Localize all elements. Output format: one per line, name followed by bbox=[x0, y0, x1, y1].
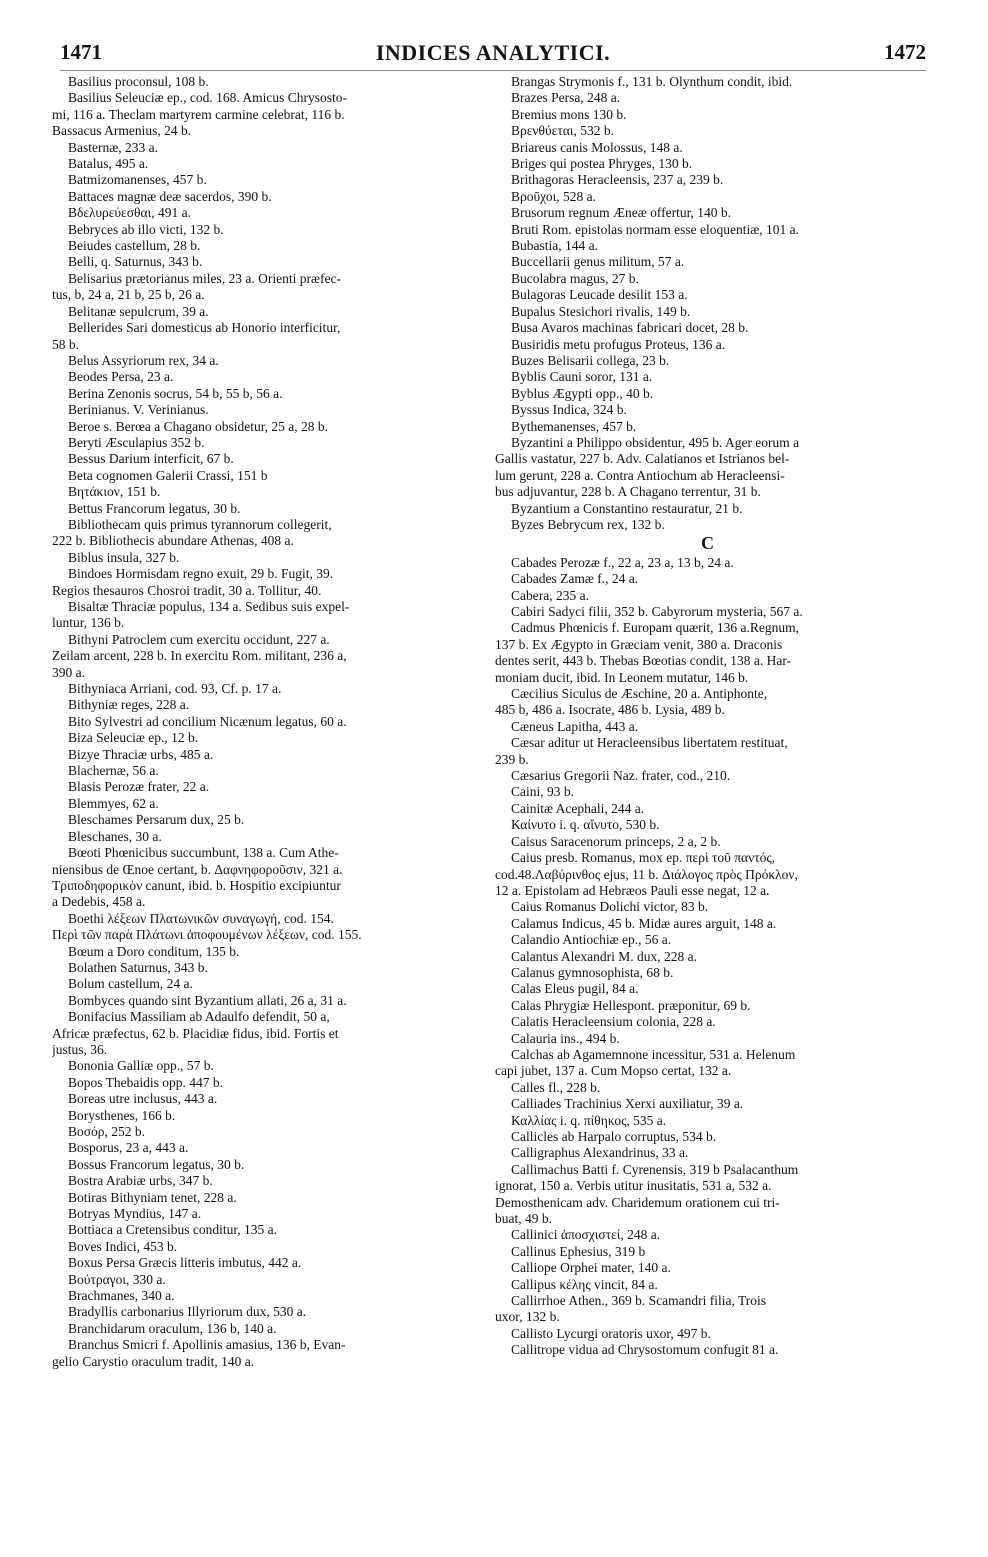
index-entry: Bonifacius Massiliam ab Adaulfo defendit, 50 a, bbox=[68, 1009, 330, 1025]
index-entry-continuation: 58 b. bbox=[52, 336, 79, 352]
index-entry-continuation: Τριποδηφορικὸν canunt, ibid. b. Hospitio excipiuntur bbox=[52, 877, 341, 893]
index-entry: Callipus κέλης vincit, 84 a. bbox=[511, 1276, 658, 1292]
index-entry: Belisarius prætorianus miles, 23 a. Orienti præfec- bbox=[68, 270, 341, 286]
index-entry: Brangas Strymonis f., 131 b. Olynthum condit, ibid. bbox=[511, 74, 793, 89]
index-entry: Basilius Seleuciæ ep., cod. 168. Amicus Chrysosto- bbox=[68, 90, 347, 106]
index-entry: Bremius mons 130 b. bbox=[511, 106, 627, 122]
index-entry-continuation: mi, 116 a. Theclam martyrem carmine celebrat, 116 b. bbox=[52, 106, 345, 122]
index-entry-continuation: luntur, 136 b. bbox=[52, 615, 125, 631]
index-entry: Beryti Æsculapius 352 b. bbox=[68, 434, 205, 450]
index-entry: Briareus canis Molossus, 148 a. bbox=[511, 139, 683, 155]
index-entry: Bisaltæ Thraciæ populus, 134 a. Sedibus suis expel- bbox=[68, 599, 350, 614]
index-entry: Calatis Heracleensium colonia, 228 a. bbox=[511, 1014, 716, 1030]
index-entry: Bolathen Saturnus, 343 b. bbox=[68, 959, 208, 975]
index-entry: Belus Assyriorum rex, 34 a. bbox=[68, 352, 219, 368]
index-entry-continuation: 390 a. bbox=[52, 664, 85, 680]
index-entry: Callinus Ephesius, 319 b bbox=[511, 1243, 646, 1259]
index-entry: Batmizomanenses, 457 b. bbox=[68, 172, 207, 188]
index-entry: Brazes Persa, 248 a. bbox=[511, 90, 621, 106]
index-entry: Bossus Francorum legatus, 30 b. bbox=[68, 1156, 245, 1172]
index-entry-continuation: buat, 49 b. bbox=[495, 1211, 552, 1227]
index-entry: Cabiri Sadyci filii, 352 b. Cabyrorum mysteria, 567 a. bbox=[511, 604, 803, 619]
index-entry: Callisto Lycurgi oratoris uxor, 497 b. bbox=[511, 1325, 711, 1341]
index-entry: Caisus Saracenorum princeps, 2 a, 2 b. bbox=[511, 833, 721, 849]
index-entry: Calliades Trachinius Xerxi auxiliatur, 39 a. bbox=[511, 1096, 744, 1112]
index-entry: Bottiaca a Cretensibus conditur, 135 a. bbox=[68, 1222, 278, 1238]
index-entry: Blemmyes, 62 a. bbox=[68, 795, 159, 811]
index-entry: Branchus Smicri f. Apollinis amasius, 136 b, Evan- bbox=[68, 1337, 346, 1353]
index-entry: Bruti Rom. epistolas normam esse eloquentiæ, 101 a. bbox=[511, 221, 799, 237]
index-entry: Brachmanes, 340 a. bbox=[68, 1288, 175, 1304]
index-entry: Cæneus Lapitha, 443 a. bbox=[511, 718, 639, 734]
index-entry: Calliope Orphei mater, 140 a. bbox=[511, 1260, 671, 1276]
index-entry-continuation: 239 b. bbox=[495, 751, 529, 767]
index-entry: Callimachus Batti f. Cyrenensis, 319 b Psalacanthum bbox=[511, 1161, 799, 1177]
index-entry: Byblus Ægypti opp., 40 b. bbox=[511, 385, 654, 401]
index-entry-continuation: 137 b. Ex Ægypto in Græciam venit, 380 a. Draconis bbox=[495, 636, 783, 652]
index-entry: Bradyllis carbonarius Illyriorum dux, 530 a. bbox=[68, 1304, 307, 1320]
index-entry-continuation: 485 b, 486 a. Isocrate, 486 b. Lysia, 489 b. bbox=[495, 702, 725, 718]
index-entry: Basilius proconsul, 108 b. bbox=[68, 74, 209, 89]
index-entry: Bolum castellum, 24 a. bbox=[68, 976, 193, 992]
index-entry: Calantus Alexandri M. dux, 228 a. bbox=[511, 948, 697, 964]
index-entry: Byzantini a Philippo obsidentur, 495 b. Ager eorum a bbox=[511, 434, 800, 450]
index-entry: Bosporus, 23 a, 443 a. bbox=[68, 1140, 189, 1156]
index-entry: Cainitæ Acephali, 244 a. bbox=[511, 800, 645, 816]
index-entry: Busiridis metu profugus Proteus, 136 a. bbox=[511, 336, 726, 352]
index-entry: Βδελυρεύεσθαι, 491 a. bbox=[68, 205, 191, 221]
index-entry: Beta cognomen Galerii Crassi, 151 b bbox=[68, 467, 268, 483]
index-entry: Cæcilius Siculus de Æschine, 20 a. Antiphonte, bbox=[511, 686, 768, 702]
index-entry-continuation: 222 b. Bibliothecis abundare Athenas, 408 a. bbox=[52, 533, 294, 549]
index-entry: Callitrope vidua ad Chrysostomum confugit 81 a. bbox=[511, 1342, 779, 1358]
index-entry: Briges qui postea Phryges, 130 b. bbox=[511, 156, 693, 172]
index-entry: Caini, 93 b. bbox=[511, 784, 574, 800]
index-entry: Bopos Thebaidis opp. 447 b. bbox=[68, 1074, 223, 1090]
index-entry: Biza Seleuciæ ep., 12 b. bbox=[68, 730, 199, 746]
index-entry: Byzantium a Constantino restauratur, 21 b. bbox=[511, 500, 743, 516]
index-entry: Batalus, 495 a. bbox=[68, 156, 149, 172]
index-entry: Beroe s. Berœa a Chagano obsidetur, 25 a, 28 b. bbox=[68, 418, 329, 434]
index-entry: Caius Romanus Dolichi victor, 83 b. bbox=[511, 899, 709, 915]
index-entry: Cabades Perozæ f., 22 a, 23 a, 13 b, 24 a. bbox=[511, 554, 734, 570]
index-entry: Bibliothecam quis primus tyrannorum collegerit, bbox=[68, 516, 332, 532]
index-entry: Boethi λέξεων Πλατωνικῶν συναγωγή, cod. 154. bbox=[68, 910, 334, 926]
index-entry: Βρενθύεται, 532 b. bbox=[511, 123, 614, 139]
index-entry: Callicles ab Harpalo corruptus, 534 b. bbox=[511, 1129, 717, 1144]
index-entry: Bleschames Persarum dux, 25 b. bbox=[68, 812, 245, 828]
index-entry: Busa Avaros machinas fabricari docet, 28 b. bbox=[511, 320, 749, 336]
index-entry: Berina Zenonis socrus, 54 b, 55 b, 56 a. bbox=[68, 385, 283, 401]
index-entry: Botryas Myndius, 147 a. bbox=[68, 1206, 202, 1222]
index-entry-continuation: justus, 36. bbox=[52, 1041, 108, 1057]
index-entry: Calligraphus Alexandrinus, 33 a. bbox=[511, 1145, 689, 1161]
index-entry: Calamus Indicus, 45 b. Midæ aures arguit, 148 a. bbox=[511, 915, 777, 931]
index-entry-continuation: capi jubet, 137 a. Cum Mopso certat, 132 a. bbox=[495, 1063, 732, 1079]
index-entry: Calles fl., 228 b. bbox=[511, 1079, 601, 1095]
index-entry: Belitanæ sepulcrum, 39 a. bbox=[68, 303, 209, 319]
index-entry: Βοσόρ, 252 b. bbox=[68, 1124, 146, 1139]
index-entry-continuation: Africæ præfectus, 62 b. Placidiæ fidus, ibid. Fortis et bbox=[52, 1025, 339, 1041]
section-letter: C bbox=[701, 533, 714, 554]
index-entry: Calas Eleus pugil, 84 a. bbox=[511, 981, 639, 997]
index-entry: Bulagoras Leucade desilit 153 a. bbox=[511, 287, 688, 303]
index-entry: Cæsarius Gregorii Naz. frater, cod., 210. bbox=[511, 768, 731, 784]
index-entry: Bettus Francorum legatus, 30 b. bbox=[68, 500, 241, 516]
index-entry: Cabera, 235 a. bbox=[511, 587, 589, 603]
page-title: INDICES ANALYTICI. bbox=[375, 40, 611, 65]
index-entry: Calchas ab Agamemnone incessitur, 531 a. Helenum bbox=[511, 1046, 796, 1062]
index-entry-continuation: cod.48.Λαβύρινθος ejus, 11 b. Διάλογος πρὸς Πρόκλον, bbox=[495, 866, 798, 882]
index-entry-continuation: bus adjuvantur, 228 b. A Chagano terrentur, 31 b. bbox=[495, 484, 761, 500]
page-number-left: 1471 bbox=[60, 40, 102, 64]
index-entry: Bombyces quando sint Byzantium allati, 26 a, 31 a. bbox=[68, 992, 347, 1008]
index-entry: Byzes Bebrycum rex, 132 b. bbox=[511, 516, 665, 532]
index-entry: Buzes Belisarii collega, 23 b. bbox=[511, 352, 670, 368]
index-entry-continuation: Περὶ τῶν παρὰ Πλάτωνι ἀποφουμένων λέξεων, cod. 155. bbox=[52, 927, 362, 943]
index-entry: Calandio Antiochiæ ep., 56 a. bbox=[511, 932, 672, 948]
index-entry-continuation: 12 a. Epistolam ad Hebræos Pauli esse negat, 12 a. bbox=[495, 882, 770, 898]
index-entry: Boreas utre inclusus, 443 a. bbox=[68, 1091, 218, 1107]
index-entry: Battaces magnæ deæ sacerdos, 390 b. bbox=[68, 188, 272, 204]
index-entry: Καίνυτο i. q. αἴνυτο, 530 b. bbox=[511, 817, 660, 833]
index-entry: Botiras Bithyniam tenet, 228 a. bbox=[68, 1189, 237, 1205]
index-entry: Βητάκιον, 151 b. bbox=[68, 484, 161, 500]
index-entry: Boxus Persa Græcis litteris imbutus, 442 a. bbox=[68, 1255, 302, 1271]
index-entry: Bebryces ab illo victi, 132 b. bbox=[68, 221, 224, 237]
index-entry: Boves Indici, 453 b. bbox=[68, 1238, 178, 1254]
page-number-right: 1472 bbox=[884, 40, 926, 64]
index-entry: Cadmus Phœnicis f. Europam quærit, 136 a.Regnum, bbox=[511, 620, 799, 636]
index-entry-continuation: Zeilam arcent, 228 b. In exercitu Rom. militant, 236 a, bbox=[52, 648, 347, 664]
index-entry: Brithagoras Heracleensis, 237 a, 239 b. bbox=[511, 172, 724, 188]
index-entry: Bœoti Phœnicibus succumbunt, 138 a. Cum Athe- bbox=[68, 845, 339, 861]
right-column bbox=[495, 74, 920, 1359]
index-entry-continuation: Demosthenicam adv. Charidemum orationem cui tri- bbox=[495, 1194, 780, 1210]
index-entry-continuation: lum gerunt, 228 a. Contra Antiochum ab Heracleensi- bbox=[495, 467, 785, 483]
index-entry: Byblis Cauni soror, 131 a. bbox=[511, 369, 653, 385]
index-entry: Bubastia, 144 a. bbox=[511, 238, 598, 254]
index-entry: Bithyniæ reges, 228 a. bbox=[68, 697, 190, 713]
page-header bbox=[60, 40, 926, 70]
index-entry-continuation: moniam ducit, ibid. In Leonem mutatur, 146 b. bbox=[495, 669, 749, 685]
index-entry-continuation: dentes serit, 443 b. Thebas Bœotias condit, 138 a. Har- bbox=[495, 653, 792, 669]
index-entry-continuation: Regios thesauros Chosroi tradit, 30 a. Tollitur, 40. bbox=[52, 582, 322, 598]
index-entry: Berinianus. V. Verinianus. bbox=[68, 402, 209, 418]
index-entry: Calas Phrygiæ Hellespont. præponitur, 69 b. bbox=[511, 997, 751, 1013]
index-entry: Biblus insula, 327 b. bbox=[68, 549, 180, 565]
index-entry: Beodes Persa, 23 a. bbox=[68, 369, 174, 385]
index-entry: Βούτραγοι, 330 a. bbox=[68, 1271, 166, 1287]
index-entry: Bellerides Sari domesticus ab Honorio interficitur, bbox=[68, 320, 341, 336]
index-entry: Branchidarum oraculum, 136 b, 140 a. bbox=[68, 1320, 277, 1336]
index-entry: Caius presb. Romanus, mox ep. περὶ τοῦ παντός, bbox=[511, 850, 776, 866]
index-entry-continuation: Bassacus Armenius, 24 b. bbox=[52, 123, 192, 139]
index-entry: Calanus gymnosophista, 68 b. bbox=[511, 964, 674, 980]
index-entry: Cabades Zamæ f., 24 a. bbox=[511, 571, 639, 587]
index-entry: Byssus Indica, 324 b. bbox=[511, 402, 627, 418]
index-entry: Blasis Perozæ frater, 22 a. bbox=[68, 779, 210, 795]
index-entry: Beiudes castellum, 28 b. bbox=[68, 238, 201, 254]
index-entry: Bessus Darium interficit, 67 b. bbox=[68, 451, 234, 467]
index-entry: Belli, q. Saturnus, 343 b. bbox=[68, 254, 203, 270]
index-entry: Cæsar aditur ut Heracleensibus libertatem restituat, bbox=[511, 735, 788, 751]
index-entry: Bizye Thraciæ urbs, 485 a. bbox=[68, 746, 214, 762]
index-entry: Bithyni Patroclem cum exercitu occidunt, 227 a. bbox=[68, 631, 330, 647]
index-entry: Bythemanenses, 457 b. bbox=[511, 418, 637, 434]
index-entry: Callinici ἀποσχιστεί, 248 a. bbox=[511, 1227, 661, 1243]
index-entry: Bleschanes, 30 a. bbox=[68, 828, 162, 844]
index-entry-continuation: tus, b, 24 a, 21 b, 25 b, 26 a. bbox=[52, 287, 205, 303]
index-entry: Brusorum regnum Æneæ offertur, 140 b. bbox=[511, 205, 732, 221]
index-entry: Bupalus Stesichori rivalis, 149 b. bbox=[511, 303, 691, 319]
index-entry-continuation: uxor, 132 b. bbox=[495, 1309, 560, 1325]
index-entry-continuation: Gallis vastatur, 227 b. Adv. Calatianos et Istrianos bel- bbox=[495, 451, 790, 467]
index-entry: Bito Sylvestri ad concilium Nicænum legatus, 60 a. bbox=[68, 713, 347, 729]
index-entry: Bithyniaca Arriani, cod. 93, Cf. p. 17 a. bbox=[68, 681, 282, 697]
index-entry: Βροῦχοι, 528 a. bbox=[511, 188, 596, 204]
index-entry: Basternæ, 233 a. bbox=[68, 139, 158, 155]
index-entry-continuation: niensibus de Œnoe certant, b. Δαφνηφοροῦσιν, 321 a. bbox=[52, 861, 343, 877]
index-entry: Callirrhoe Athen., 369 b. Scamandri filia, Trois bbox=[511, 1293, 766, 1309]
index-entry: Bœum a Doro conditum, 135 b. bbox=[68, 943, 240, 959]
index-entry: Bononia Galliæ opp., 57 b. bbox=[68, 1058, 214, 1074]
header-rule bbox=[60, 70, 926, 71]
index-entry: Bostra Arabiæ urbs, 347 b. bbox=[68, 1173, 213, 1189]
index-entry: Buccellarii genus militum, 57 a. bbox=[511, 254, 685, 270]
index-entry: Καλλίας i. q. πίθηκος, 535 a. bbox=[511, 1112, 667, 1128]
index-entry: Bindoes Hormisdam regno exuit, 29 b. Fugit, 39. bbox=[68, 566, 334, 582]
index-entry-continuation: a Dedebis, 458 a. bbox=[52, 894, 146, 910]
index-entry: Borysthenes, 166 b. bbox=[68, 1107, 176, 1123]
left-column bbox=[52, 74, 477, 1370]
index-entry-continuation: ignorat, 150 a. Verbis utitur inusitatis, 531 a, 532 a. bbox=[495, 1178, 772, 1194]
index-entry: Blachernæ, 56 a. bbox=[68, 763, 159, 779]
index-entry-continuation: gelio Carystio oraculum tradit, 140 a. bbox=[52, 1353, 255, 1369]
index-entry: Calauria ins., 494 b. bbox=[511, 1030, 620, 1046]
index-entry: Bucolabra magus, 27 b. bbox=[511, 270, 639, 286]
